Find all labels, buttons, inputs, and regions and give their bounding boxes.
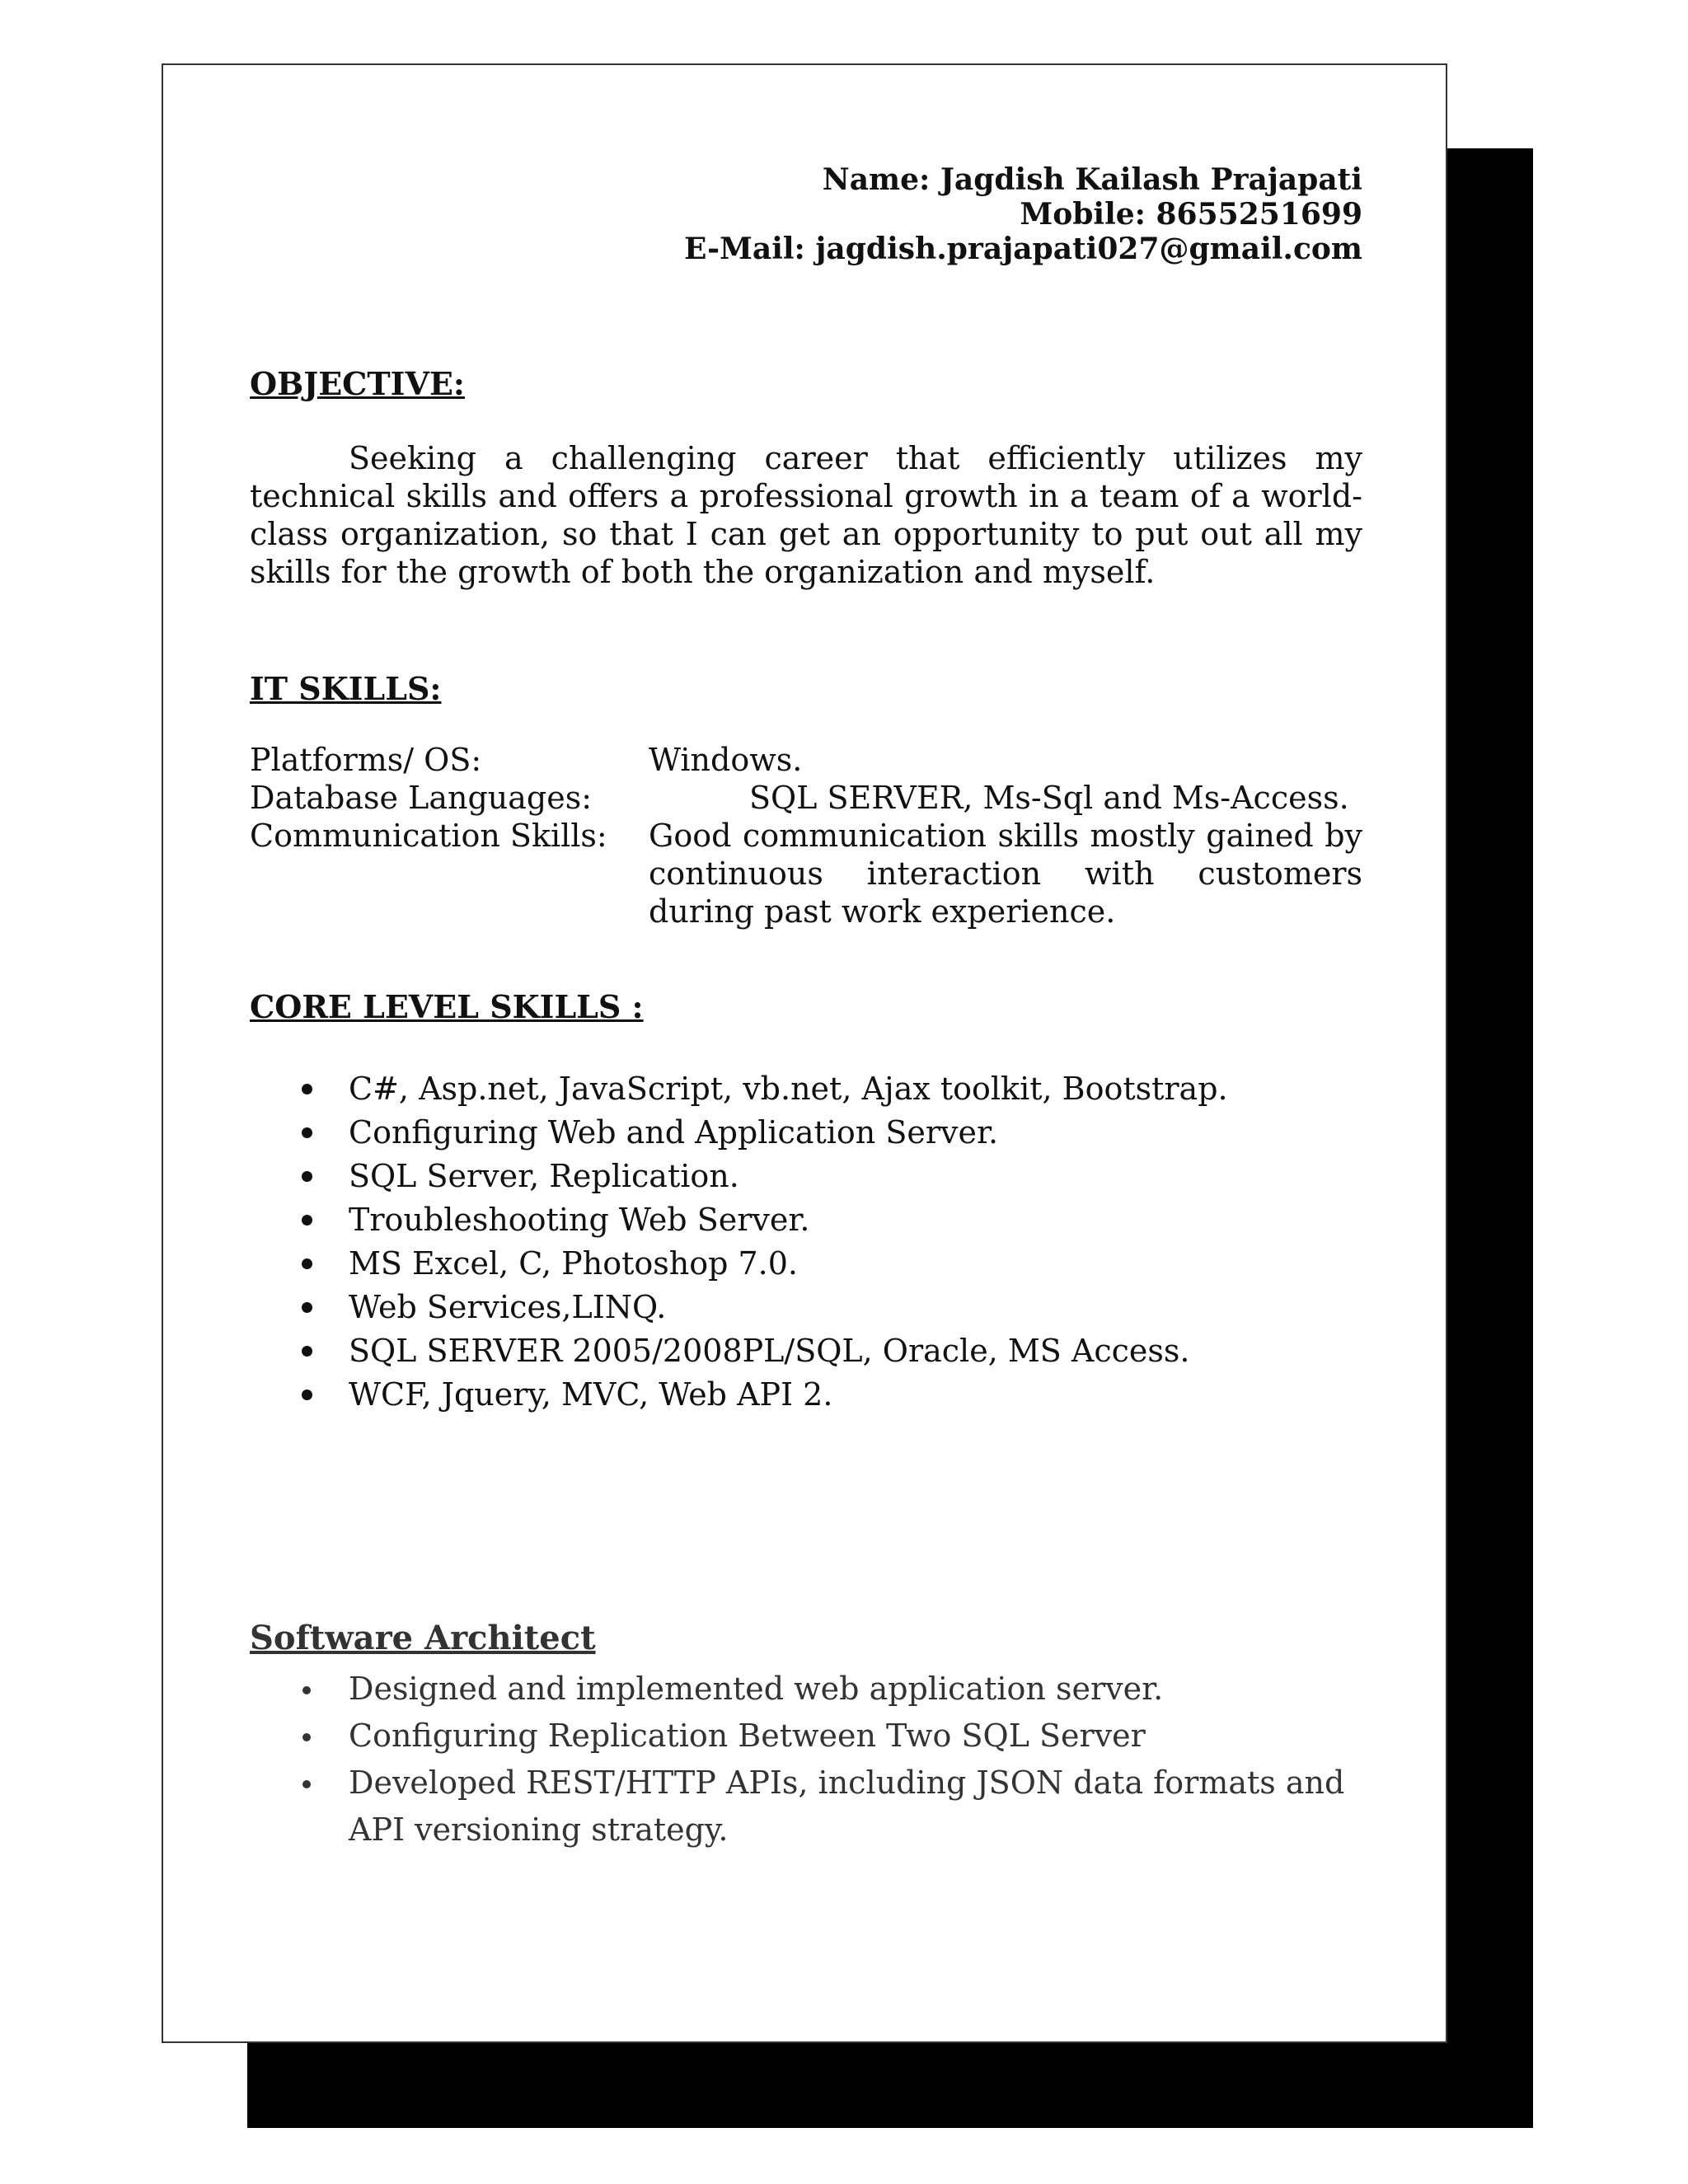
it-skill-row [250,741,1362,779]
candidate-mobile: Mobile: 8655251699 [1020,197,1362,232]
it-skill-row [250,779,1362,817]
list-item: SQL SERVER 2005/2008PL/SQL, Oracle, MS Access. [250,1329,1362,1373]
list-item: Developed REST/HTTP APIs, including JSON data formats and API versioning strategy. [250,1760,1362,1854]
software-architect-list [250,1666,1362,1854]
it-skill-value: Windows. [649,742,803,778]
it-skills-table [250,741,1362,930]
it-skill-value: SQL SERVER, Ms-Sql and Ms-Access. [749,780,1349,816]
it-skill-label: Platforms/ OS: [250,742,482,778]
candidate-name: Name: Jagdish Kailash Prajapati [822,162,1362,197]
list-item: Designed and implemented web application server. [250,1666,1362,1713]
contact-header [250,162,1362,266]
software-architect-heading: Software Architect [250,1619,596,1657]
resume-content [250,162,1362,1854]
objective-heading: OBJECTIVE: [250,365,465,402]
list-item: MS Excel, C, Photoshop 7.0. [250,1242,1362,1286]
list-item: SQL Server, Replication. [250,1155,1362,1198]
it-skill-value: Good communication skills mostly gained by continuous interaction with customers during past work experience. [649,818,1362,930]
candidate-email: E-Mail: jagdish.prajapati027@gmail.com [683,232,1362,266]
it-skill-row [250,817,1362,930]
it-skills-heading: IT SKILLS: [250,670,442,707]
list-item: C#, Asp.net, JavaScript, vb.net, Ajax toolkit, Bootstrap. [250,1067,1362,1111]
resume-page [162,63,1447,2043]
list-item: WCF, Jquery, MVC, Web API 2. [250,1373,1362,1417]
list-item: Configuring Replication Between Two SQL Server [250,1713,1362,1760]
list-item: Web Services,LINQ. [250,1286,1362,1329]
objective-text: Seeking a challenging career that efficiently utilizes my technical skills and offers a professional growth in a team of a world-class organization, so that I can get an opportunity to put out all my skills for the growth of both the organization and myself. [250,440,1362,590]
it-skill-label: Communication Skills: [250,818,607,854]
list-item: Troubleshooting Web Server. [250,1198,1362,1242]
core-skills-list [250,1067,1362,1417]
core-skills-heading: CORE LEVEL SKILLS : [250,988,644,1025]
it-skill-value-cell [649,779,1362,817]
list-item: Configuring Web and Application Server. [250,1111,1362,1155]
it-skill-label: Database Languages: [250,780,593,816]
